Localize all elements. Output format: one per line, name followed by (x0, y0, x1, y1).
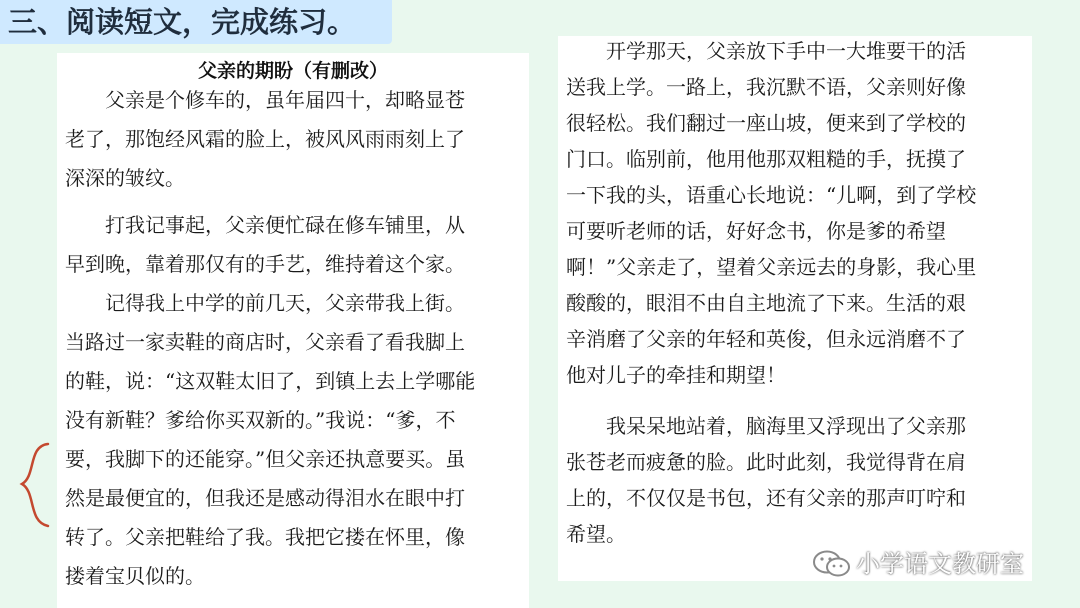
wechat-icon (812, 549, 852, 579)
story-right-line: 希望。 (566, 522, 626, 546)
story-left-line: 然是最便宜的，但我还是感动得泪水在眼中打 (65, 486, 465, 510)
story-left-line: 没有新鞋？爹给你买双新的。”我说：“爹，不 (65, 408, 456, 432)
watermark-text: 小学语文教研室 (856, 550, 1024, 578)
story-left-column (57, 53, 529, 608)
story-right-line: 很轻松。我们翻过一座山坡，便来到了学校的 (566, 111, 966, 135)
story-left-line: 老了，那饱经风霜的脸上，被风风雨雨刻上了 (65, 127, 465, 151)
story-right-line: 一下我的头，语重心长地说：“儿啊，到了学校 (566, 183, 977, 207)
story-right-line: 我呆呆地站着，脑海里又浮现出了父亲那 (606, 414, 966, 438)
story-right-line: 上的，不仅仅是书包，还有父亲的那声叮咛和 (566, 486, 966, 510)
story-left-line: 打我记事起，父亲便忙碌在修车铺里，从 (105, 213, 465, 237)
story-left-line: 当路过一家卖鞋的商店时，父亲看了看我脚上 (65, 330, 465, 354)
story-right-line: 送我上学。一路上，我沉默不语，父亲则好像 (566, 75, 966, 99)
story-right-line: 可要听老师的话，好好念书，你是爹的希望 (566, 219, 946, 243)
story-left-line: 深深的皱纹。 (65, 166, 185, 190)
story-right-line: 门口。临别前，他用他那双粗糙的手，抚摸了 (566, 147, 966, 171)
story-left-line: 的鞋，说：“这双鞋太旧了，到镇上去上学哪能 (65, 369, 476, 393)
story-right-line: 张苍老而疲惫的脸。此时此刻，我觉得背在肩 (566, 450, 966, 474)
section-banner (0, 0, 392, 44)
section-heading: 三、阅读短文，完成练习。 (8, 5, 357, 39)
story-right-column (558, 36, 1032, 581)
story-left-line: 搂着宝贝似的。 (65, 564, 205, 588)
story-right-line: 酸酸的，眼泪不由自主地流了下来。生活的艰 (566, 291, 966, 315)
story-right-line: 啊！”父亲走了，望着父亲远去的身影，我心里 (566, 255, 977, 279)
curly-brace-decoration (14, 440, 54, 530)
story-right-line: 开学那天，父亲放下手中一大堆要干的活 (606, 39, 966, 63)
story-right-line: 他对儿子的牵挂和期望！ (566, 363, 786, 387)
story-left-line: 父亲是个修车的，虽年届四十，却略显苍 (105, 88, 465, 112)
watermark (812, 545, 1052, 583)
story-title: 父亲的期盼（有删改） (197, 60, 388, 82)
story-left-line: 转了。父亲把鞋给了我。我把它搂在怀里，像 (65, 525, 465, 549)
story-right-line: 辛消磨了父亲的年轻和英俊，但永远消磨不了 (566, 327, 966, 351)
story-left-line: 早到晚，靠着那仅有的手艺，维持着这个家。 (65, 252, 465, 276)
story-left-line: 记得我上中学的前几天，父亲带我上街。 (105, 291, 465, 315)
story-left-line: 要，我脚下的还能穿。”但父亲还执意要买。虽 (65, 447, 466, 471)
